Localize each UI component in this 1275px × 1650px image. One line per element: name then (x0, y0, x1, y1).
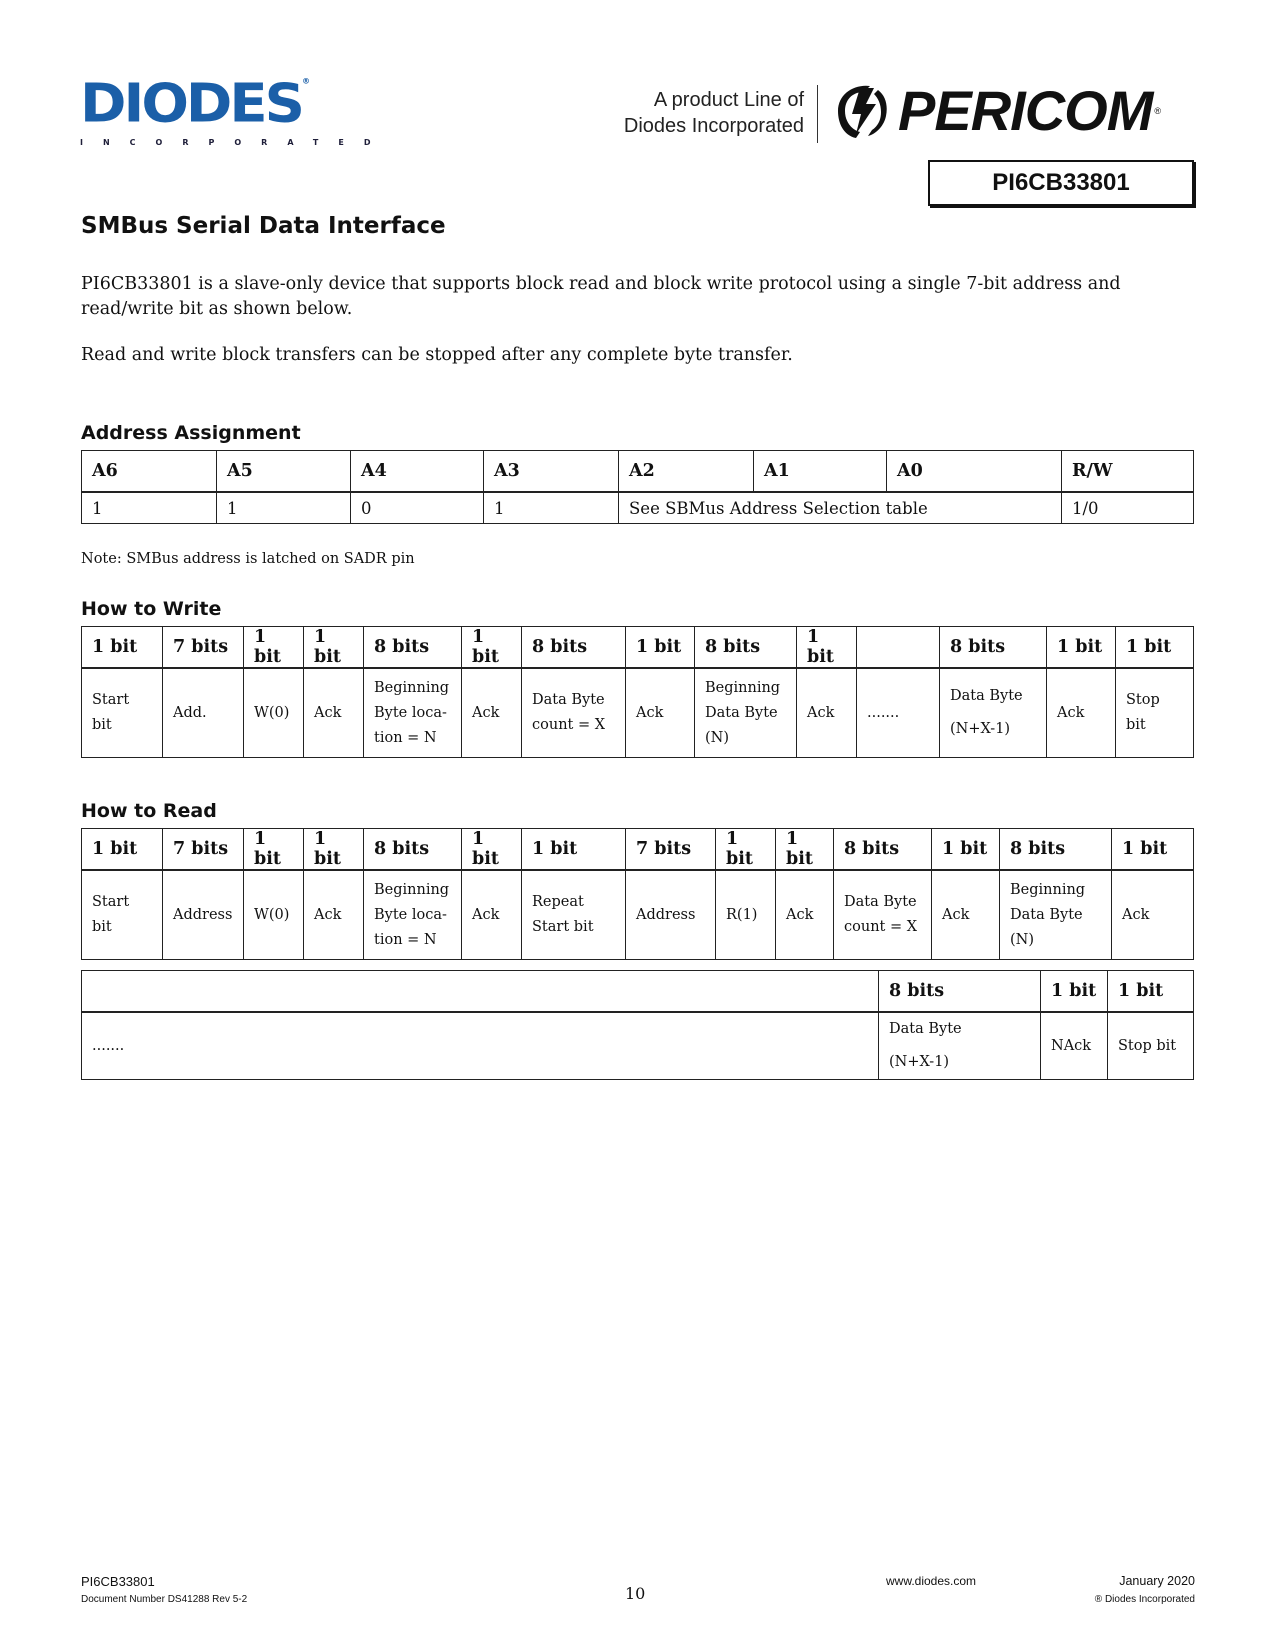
address-header-cell: A6 (82, 451, 217, 493)
read-header-cell: 7 bits (163, 829, 244, 871)
address-value-cell: 1/0 (1062, 492, 1194, 524)
address-value-cell: 1 (82, 492, 217, 524)
header-divider (817, 85, 818, 143)
write-cell: Add. (163, 668, 244, 758)
footer-copyright-text: Diodes Incorporated (1104, 1594, 1195, 1605)
how-to-write-title: How to Write (81, 598, 222, 620)
address-header-cell: A3 (484, 451, 619, 493)
write-header-cell: 1 bit (244, 627, 304, 669)
write-cell: ....... (857, 668, 940, 758)
read-header-cell: 1 bit (462, 829, 522, 871)
stop-paragraph: Read and write block transfers can be stopped after any complete byte transfer. (81, 345, 793, 365)
write-header-row (82, 627, 1194, 669)
read-cont-header-cell: 8 bits (879, 971, 1041, 1013)
read-cell: Ack (304, 870, 364, 960)
write-cell: Data Byte (N+X-1) (940, 668, 1047, 758)
read-cont-header-cell: 1 bit (1041, 971, 1108, 1013)
read-header-cell: 1 bit (716, 829, 776, 871)
read-header-cell: 8 bits (1000, 829, 1112, 871)
write-header-cell: 1 bit (462, 627, 522, 669)
address-header-row (82, 451, 1194, 493)
read-header-cell: 1 bit (244, 829, 304, 871)
read-header-cell: 7 bits (626, 829, 716, 871)
read-cell: R(1) (716, 870, 776, 960)
address-assignment-title: Address Assignment (81, 422, 301, 444)
address-value-cell: 1 (484, 492, 619, 524)
intro-paragraph: PI6CB33801 is a slave-only device that supports block read and block write protocol using a single 7-bit address and read/write bit as shown below. (81, 274, 1121, 319)
part-number-box: PI6CB33801 (928, 160, 1194, 206)
write-body-row (82, 668, 1194, 758)
address-header-cell: A0 (887, 451, 1062, 493)
page-number: 10 (625, 1584, 646, 1603)
write-header-cell: 8 bits (364, 627, 462, 669)
read-cont-cell: Data Byte (N+X-1) (879, 1012, 1041, 1080)
read-cell: Repeat Start bit (522, 870, 626, 960)
read-cont-header-row (82, 971, 1194, 1013)
diodes-logo-word: DIODES (80, 73, 302, 135)
footer-copyright (1095, 1594, 1195, 1605)
read-header-cell: 1 bit (932, 829, 1000, 871)
write-header-cell: 1 bit (797, 627, 857, 669)
how-to-read-table (81, 828, 1194, 960)
product-line-text (624, 87, 804, 139)
footer-website: www.diodes.com (886, 1574, 977, 1588)
read-cell: Beginning Data Byte (N) (1000, 870, 1112, 960)
read-header-row (82, 829, 1194, 871)
write-header-cell: 8 bits (522, 627, 626, 669)
copyright-icon: ® (1094, 1594, 1105, 1605)
read-cell: Data Byte count = X (834, 870, 932, 960)
address-value-row (82, 492, 1194, 524)
write-cell: Ack (797, 668, 857, 758)
pericom-logo: PERICOM ® (830, 82, 1161, 140)
read-cont-header-cell (82, 971, 879, 1013)
pericom-emblem-icon (830, 82, 892, 140)
diodes-logo: DIODES® INCORPORATED (80, 73, 391, 147)
read-cell: Beginning Byte loca- tion = N (364, 870, 462, 960)
read-cont-body-row (82, 1012, 1194, 1080)
address-header-cell: A2 (619, 451, 754, 493)
address-header-cell: A1 (754, 451, 887, 493)
address-header-cell: A4 (351, 451, 484, 493)
read-cell: W(0) (244, 870, 304, 960)
footer-date: January 2020 (1119, 1574, 1195, 1588)
read-cell: Address (626, 870, 716, 960)
product-line-2: Diodes Incorporated (623, 115, 804, 137)
write-header-cell: 1 bit (304, 627, 364, 669)
read-cell: Address (163, 870, 244, 960)
write-cell: Ack (626, 668, 695, 758)
write-header-cell (857, 627, 940, 669)
read-header-cell: 1 bit (522, 829, 626, 871)
how-to-write-table (81, 626, 1194, 758)
read-header-cell: 1 bit (304, 829, 364, 871)
read-cont-cell: NAck (1041, 1012, 1108, 1080)
write-header-cell: 1 bit (1116, 627, 1194, 669)
read-cont-header-cell: 1 bit (1108, 971, 1194, 1013)
read-cont-cell: ....... (82, 1012, 879, 1080)
address-selection-cell: See SBMus Address Selection table (619, 492, 1062, 524)
write-cell: Beginning Byte loca- tion = N (364, 668, 462, 758)
read-header-cell: 8 bits (364, 829, 462, 871)
read-body-row (82, 870, 1194, 960)
write-cell: Beginning Data Byte (N) (695, 668, 797, 758)
read-header-cell: 1 bit (1112, 829, 1194, 871)
section-title: SMBus Serial Data Interface (81, 213, 446, 239)
write-header-cell: 8 bits (940, 627, 1047, 669)
write-cell: Ack (462, 668, 522, 758)
read-header-cell: 1 bit (82, 829, 163, 871)
read-cell: Ack (1112, 870, 1194, 960)
write-cell: Data Byte count = X (522, 668, 626, 758)
address-header-cell: A5 (217, 451, 351, 493)
how-to-read-continuation-table (81, 970, 1194, 1080)
pericom-logo-word: PERICOM (898, 79, 1153, 142)
write-header-cell: 7 bits (163, 627, 244, 669)
read-header-cell: 8 bits (834, 829, 932, 871)
footer-doc-number: Document Number DS41288 Rev 5-2 (81, 1594, 248, 1605)
write-cell: Stop bit (1116, 668, 1194, 758)
read-header-cell: 1 bit (776, 829, 834, 871)
write-cell: Ack (1047, 668, 1116, 758)
address-note: Note: SMBus address is latched on SADR pin (81, 551, 415, 567)
write-header-cell: 1 bit (1047, 627, 1116, 669)
footer-part-number: PI6CB33801 (81, 1574, 155, 1589)
write-cell: Start bit (82, 668, 163, 758)
read-cell: Ack (932, 870, 1000, 960)
address-value-cell: 0 (351, 492, 484, 524)
address-header-cell: R/W (1062, 451, 1194, 493)
how-to-read-title: How to Read (81, 800, 217, 822)
read-cell: Ack (462, 870, 522, 960)
read-cont-cell: Stop bit (1108, 1012, 1194, 1080)
write-header-cell: 1 bit (82, 627, 163, 669)
address-value-cell: 1 (217, 492, 351, 524)
address-assignment-table (81, 450, 1194, 524)
diodes-logo-tagline: INCORPORATED (80, 138, 391, 147)
write-header-cell: 1 bit (626, 627, 695, 669)
write-header-cell: 8 bits (695, 627, 797, 669)
write-cell: Ack (304, 668, 364, 758)
write-cell: W(0) (244, 668, 304, 758)
read-cell: Start bit (82, 870, 163, 960)
product-line-1: A product Line of (653, 89, 804, 111)
read-cell: Ack (776, 870, 834, 960)
